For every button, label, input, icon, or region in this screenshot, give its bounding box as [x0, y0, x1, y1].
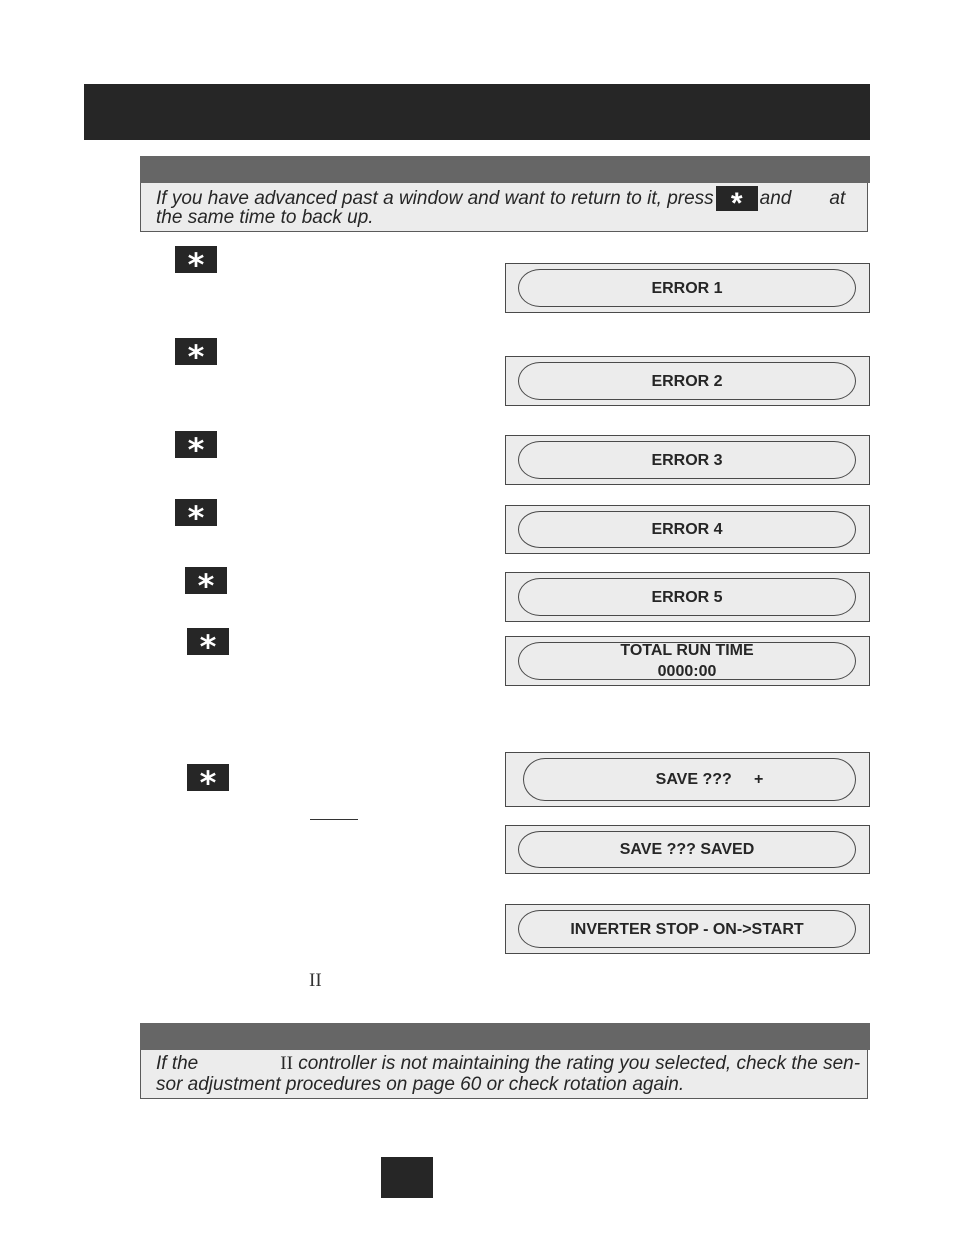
lcd-display-save-prompt	[505, 752, 870, 807]
lcd-screen	[518, 362, 856, 400]
lcd-display-inverter-stop	[505, 904, 870, 954]
underline-rule	[310, 819, 358, 820]
bottom-note-title-bar	[140, 1023, 870, 1050]
star-key-icon: *	[716, 186, 758, 211]
bottom-note-line-1	[156, 1053, 861, 1074]
roman-numeral: II	[309, 970, 322, 991]
lcd-display-error-4	[505, 505, 870, 554]
lcd-text: ERROR 3	[651, 451, 723, 469]
lcd-text: SAVE ??? SAVED	[619, 841, 755, 858]
bottom-note-text-rest: controller is not maintaining the rating you selected, check the sen-	[298, 1053, 861, 1074]
tip-note-text-start: If you have advanced past a window and want to return to it, press	[156, 188, 714, 209]
star-key-icon: *	[187, 764, 229, 791]
lcd-screen	[518, 831, 856, 868]
lcd-text: ERROR 4	[651, 521, 723, 538]
tip-note	[140, 183, 868, 232]
lcd-display-error-1	[505, 263, 870, 313]
star-key-icon: *	[175, 499, 217, 526]
tip-note-text-at: at	[829, 188, 846, 209]
lcd-screen	[518, 441, 856, 479]
star-key-icon: *	[175, 431, 217, 458]
lcd-display-error-5	[505, 572, 870, 622]
lcd-text: ERROR 1	[651, 279, 723, 297]
star-key-icon: *	[175, 338, 217, 365]
lcd-display-error-2	[505, 356, 870, 406]
star-key-icon: *	[187, 628, 229, 655]
star-key-icon: *	[185, 567, 227, 594]
bottom-note-text-start: If the	[156, 1053, 199, 1074]
tip-note-line-2: the same time to back up.	[156, 207, 374, 228]
lcd-screen	[518, 269, 856, 307]
lcd-screen	[518, 511, 856, 548]
lcd-text: INVERTER STOP - ON->START	[570, 920, 804, 938]
lcd-display-total-run-time	[505, 636, 870, 686]
lcd-screen	[523, 758, 856, 801]
lcd-text: ERROR 2	[651, 372, 723, 390]
page-number-box	[381, 1157, 433, 1198]
tip-note-text-and: and	[759, 188, 792, 209]
page-header-bar	[84, 84, 870, 140]
lcd-screen	[518, 578, 856, 616]
tip-note-title-bar	[140, 156, 870, 183]
lcd-text-line-2: 0000:00	[657, 663, 717, 680]
bottom-note-numeral: II	[280, 1053, 293, 1074]
lcd-display-save-done	[505, 825, 870, 874]
lcd-text: ERROR 5	[651, 588, 723, 606]
bottom-note-line-2: sor adjustment procedures on page 60 or check rotation again.	[156, 1074, 685, 1095]
lcd-screen	[518, 642, 856, 680]
bottom-note	[140, 1050, 868, 1099]
lcd-text-line-1: TOTAL RUN TIME	[620, 642, 754, 659]
lcd-screen	[518, 910, 856, 948]
star-key-icon: *	[175, 246, 217, 273]
lcd-text: SAVE ??? +	[655, 771, 764, 788]
lcd-display-error-3	[505, 435, 870, 485]
